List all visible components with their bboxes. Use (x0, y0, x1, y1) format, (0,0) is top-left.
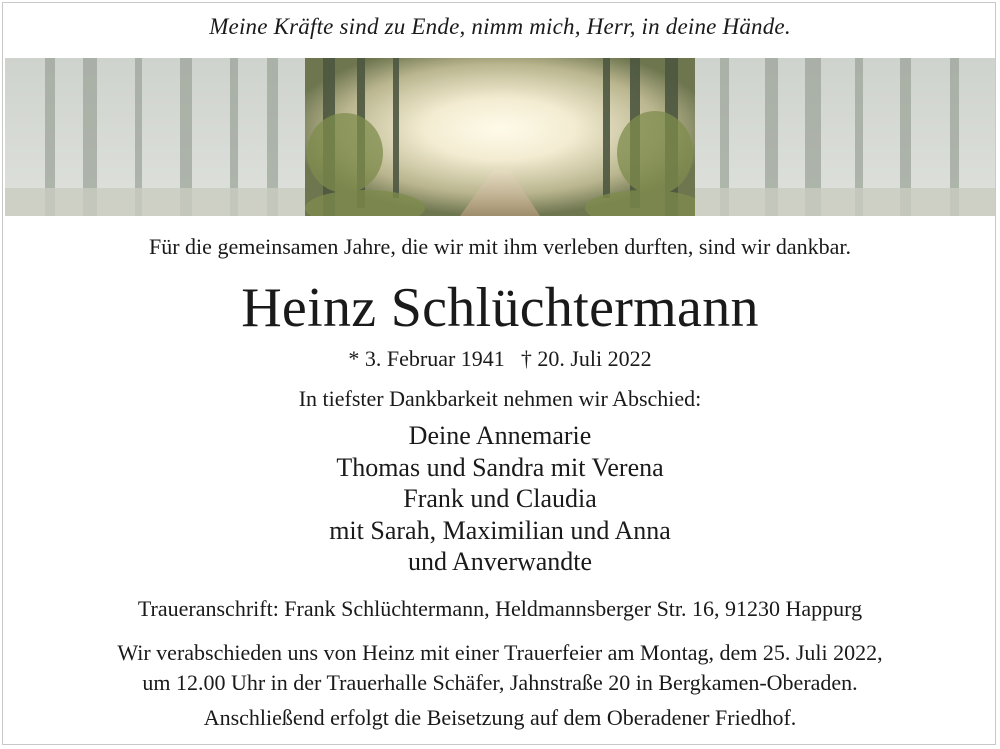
mourner-line: Frank und Claudia (403, 484, 597, 513)
forest-path-image (5, 58, 995, 216)
mourner-line: und Anverwandte (407, 547, 593, 576)
life-dates (0, 346, 1000, 372)
ceremony-line: Wir verabschieden uns von Heinz mit einer Trauerfeier am Montag, dem 25. Juli 2022, (117, 640, 883, 665)
death-date: † 20. Juli 2022 (520, 346, 652, 371)
deceased-name: Heinz Schlüchtermann (241, 277, 759, 339)
ceremony-line: um 12.00 Uhr in der Trauerhalle Schäfer, Jahnstraße 20 in Bergkamen-Oberaden. (142, 670, 858, 695)
ceremony-info (0, 638, 1000, 698)
mourners-list (0, 420, 1000, 578)
gratitude-line: Für die gemeinsamen Jahre, die wir mit ihm verleben durften, sind wir dankbar. (149, 234, 851, 259)
mourner-line: mit Sarah, Maximilian und Anna (329, 515, 671, 545)
mourner-line: Deine Annemarie (408, 421, 592, 450)
burial-info: Anschließend erfolgt die Beisetzung auf dem Oberadener Friedhof. (203, 705, 797, 730)
birth-date: * 3. Februar 1941 (348, 346, 505, 371)
mourning-address: Traueranschrift: Frank Schlüchtermann, Heldmannsberger Str. 16, 91230 Happurg (137, 596, 863, 621)
motto-verse: Meine Kräfte sind zu Ende, nimm mich, Herr, in deine Hände. (209, 14, 791, 39)
farewell-line: In tiefster Dankbarkeit nehmen wir Abschied: (298, 386, 702, 411)
mourner-line: Thomas und Sandra mit Verena (336, 452, 664, 482)
